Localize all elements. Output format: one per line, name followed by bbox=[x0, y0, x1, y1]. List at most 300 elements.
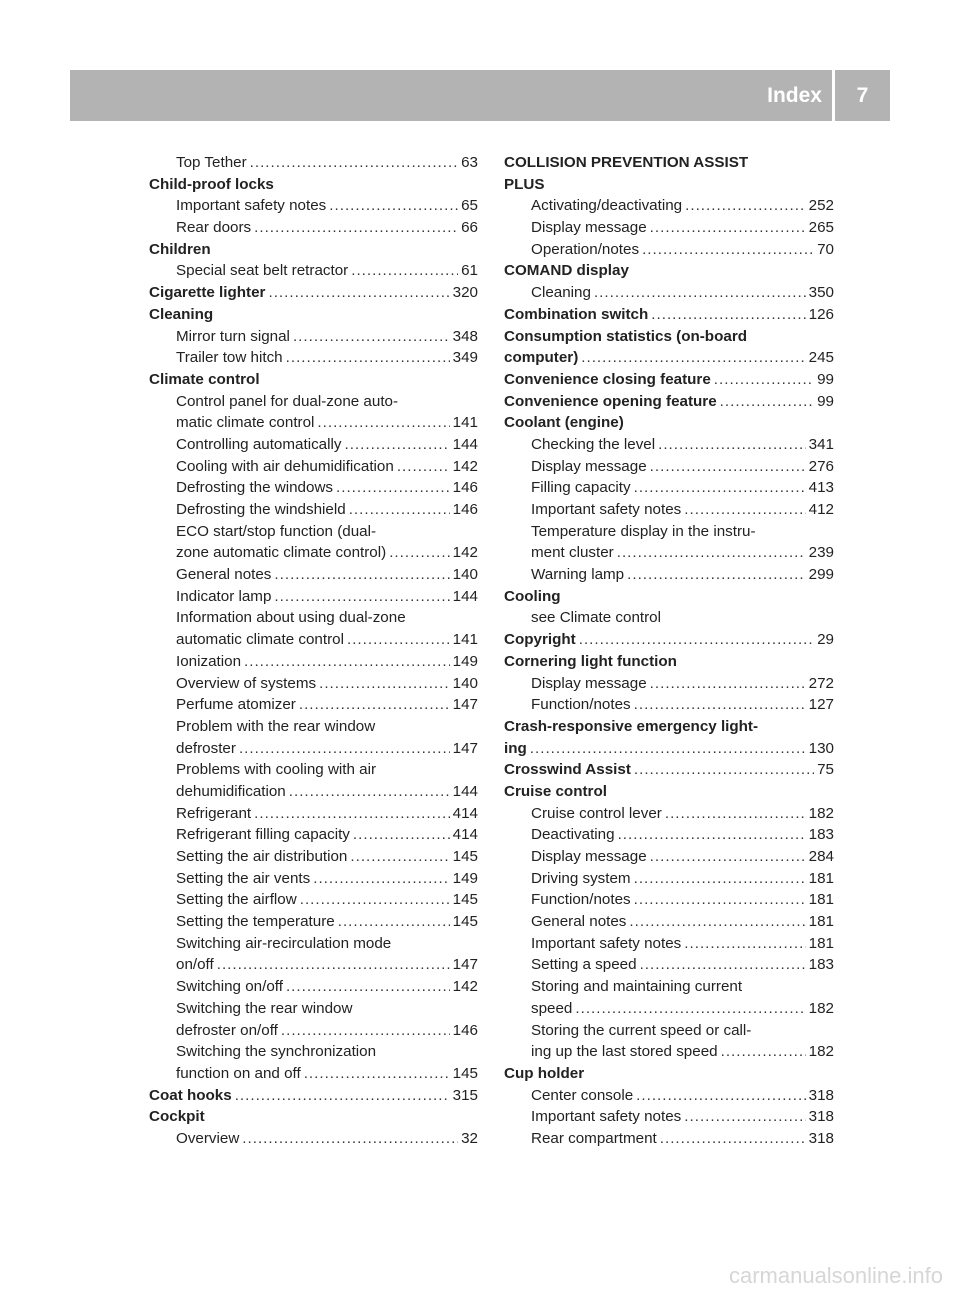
index-subentry bbox=[149, 607, 478, 629]
entry-text: zone automatic climate control) bbox=[176, 544, 387, 562]
index-subentry bbox=[504, 846, 834, 868]
page-reference[interactable]: 182 bbox=[808, 999, 834, 1017]
page-reference[interactable]: 349 bbox=[452, 349, 478, 367]
page-reference[interactable]: 142 bbox=[452, 544, 478, 562]
index-heading bbox=[149, 239, 478, 261]
entry-text: ing bbox=[504, 739, 527, 757]
page-reference[interactable]: 145 bbox=[452, 848, 478, 865]
entry-text: Important safety notes bbox=[531, 934, 682, 952]
leader-dots bbox=[721, 1041, 806, 1063]
entry-text: COMAND display bbox=[504, 262, 629, 280]
page-reference[interactable]: 32 bbox=[461, 1129, 478, 1147]
index-subentry bbox=[504, 477, 834, 499]
page-reference[interactable]: 341 bbox=[808, 435, 834, 453]
leader-dots bbox=[350, 846, 449, 868]
index-subentry bbox=[149, 391, 478, 413]
entry-text: Cruise control bbox=[504, 782, 607, 800]
page-reference[interactable]: 252 bbox=[808, 197, 834, 215]
entry-text: Display message bbox=[531, 457, 647, 475]
leader-dots bbox=[634, 694, 806, 716]
index-heading bbox=[504, 174, 834, 196]
page-reference[interactable]: 144 bbox=[452, 782, 478, 800]
entry-text: Cruise control lever bbox=[531, 804, 662, 822]
entry-text: function on and off bbox=[176, 1064, 301, 1082]
entry-text: Switching air-recirculation mode bbox=[176, 934, 392, 952]
page-reference[interactable]: 65 bbox=[461, 197, 478, 215]
page-reference[interactable]: 61 bbox=[461, 262, 478, 280]
index-subentry bbox=[504, 673, 834, 695]
leader-dots bbox=[389, 542, 449, 564]
index-subentry bbox=[504, 521, 834, 543]
index-subentry bbox=[149, 976, 478, 998]
entry-text: dehumidification bbox=[176, 782, 286, 800]
index-subentry bbox=[149, 846, 478, 868]
leader-dots bbox=[634, 477, 806, 499]
index-subentry bbox=[504, 1085, 834, 1107]
entry-text: Display message bbox=[531, 674, 647, 692]
entry-text: Coolant (engine) bbox=[504, 414, 624, 432]
index-subentry bbox=[149, 781, 478, 803]
entry-text: Child-proof locks bbox=[149, 175, 274, 193]
index-subentry bbox=[504, 607, 834, 629]
entry-text: Setting the air vents bbox=[176, 869, 311, 887]
entry-text: Storing and maintaining current bbox=[531, 978, 743, 996]
entry-text: Switching on/off bbox=[176, 978, 283, 996]
entry-text: Refrigerant bbox=[176, 804, 252, 822]
page-reference[interactable]: 149 bbox=[452, 869, 478, 887]
leader-dots bbox=[353, 824, 450, 846]
page-reference[interactable]: 265 bbox=[808, 219, 834, 237]
entry-text: see Climate control bbox=[531, 609, 661, 627]
page-reference[interactable]: 63 bbox=[461, 154, 478, 171]
index-subentry bbox=[149, 1020, 478, 1042]
page-reference[interactable]: 146 bbox=[452, 479, 478, 497]
entry-text: Cleaning bbox=[531, 284, 591, 302]
page-reference[interactable]: 182 bbox=[808, 1043, 834, 1061]
leader-dots bbox=[636, 1085, 806, 1107]
entry-text: Deactivating bbox=[531, 826, 615, 844]
leader-dots bbox=[329, 195, 458, 217]
entry-text: Controlling automatically bbox=[176, 435, 342, 453]
page-reference[interactable]: 318 bbox=[808, 1129, 834, 1147]
index-heading bbox=[504, 629, 834, 651]
index-heading bbox=[504, 781, 834, 803]
page-reference[interactable]: 147 bbox=[452, 696, 478, 714]
page-reference[interactable]: 276 bbox=[808, 457, 834, 475]
page-reference[interactable]: 127 bbox=[808, 696, 834, 714]
page-reference[interactable]: 145 bbox=[452, 1064, 478, 1082]
leader-dots bbox=[720, 391, 814, 413]
page-reference[interactable]: 142 bbox=[452, 978, 478, 996]
page-reference[interactable]: 181 bbox=[808, 891, 834, 909]
leader-dots bbox=[244, 651, 450, 673]
index-subentry bbox=[149, 824, 478, 846]
index-heading bbox=[149, 174, 478, 196]
entry-text: speed bbox=[531, 999, 573, 1017]
page-reference[interactable]: 29 bbox=[817, 631, 834, 649]
entry-text: PLUS bbox=[504, 175, 545, 193]
index-heading bbox=[504, 391, 834, 413]
leader-dots bbox=[313, 868, 449, 890]
entry-text: matic climate control bbox=[176, 414, 315, 432]
leader-dots bbox=[714, 369, 814, 391]
entry-text: Copyright bbox=[504, 631, 576, 649]
leader-dots bbox=[651, 304, 805, 326]
entry-text: Filling capacity bbox=[531, 479, 631, 497]
entry-text: Setting a speed bbox=[531, 956, 637, 974]
entry-text: Display message bbox=[531, 219, 647, 237]
page-reference[interactable]: 140 bbox=[452, 674, 478, 692]
leader-dots bbox=[274, 564, 449, 586]
entry-text: Overview of systems bbox=[176, 674, 317, 692]
entry-text: Indicator lamp bbox=[176, 587, 272, 605]
index-subentry bbox=[504, 933, 834, 955]
page-reference[interactable]: 318 bbox=[808, 1108, 834, 1126]
page-reference[interactable]: 146 bbox=[452, 1021, 478, 1039]
page-reference[interactable]: 149 bbox=[452, 652, 478, 670]
entry-text: Convenience closing feature bbox=[504, 370, 711, 388]
entry-text: Rear compartment bbox=[531, 1129, 657, 1147]
leader-dots bbox=[650, 673, 806, 695]
index-subentry bbox=[149, 629, 478, 651]
index-heading bbox=[504, 651, 834, 673]
index-subentry bbox=[504, 1020, 834, 1042]
entry-text: Cigarette lighter bbox=[149, 284, 266, 302]
section-title: Index bbox=[767, 84, 822, 107]
index-subentry bbox=[149, 759, 478, 781]
leader-dots bbox=[397, 456, 450, 478]
leader-dots bbox=[685, 195, 806, 217]
entry-text: Important safety notes bbox=[531, 501, 682, 518]
page-reference[interactable]: 99 bbox=[817, 370, 834, 388]
index-subentry bbox=[149, 651, 478, 673]
entry-text: Checking the level bbox=[531, 435, 656, 453]
entry-text: Storing the current speed or call- bbox=[531, 1021, 752, 1039]
index-heading bbox=[504, 759, 834, 781]
entry-text: Function/notes bbox=[531, 696, 631, 714]
page-reference[interactable]: 66 bbox=[461, 219, 478, 237]
page-reference[interactable]: 181 bbox=[808, 869, 834, 887]
page-reference[interactable]: 183 bbox=[808, 956, 834, 974]
leader-dots bbox=[634, 868, 806, 890]
index-heading bbox=[504, 716, 834, 738]
leader-dots bbox=[254, 217, 458, 239]
index-subentry bbox=[149, 152, 478, 174]
page-reference[interactable]: 182 bbox=[808, 804, 834, 822]
leader-dots bbox=[274, 586, 449, 608]
entry-text: Cooling with air dehumidification bbox=[176, 457, 394, 475]
leader-dots bbox=[650, 846, 806, 868]
index-subentry bbox=[504, 1106, 834, 1128]
index-subentry bbox=[149, 1041, 478, 1063]
entry-text: COLLISION PREVENTION ASSIST bbox=[504, 154, 749, 171]
index-subentry bbox=[504, 694, 834, 716]
leader-dots bbox=[579, 629, 814, 651]
leader-dots bbox=[286, 347, 450, 369]
index-heading bbox=[504, 326, 834, 348]
entry-text: Problem with the rear window bbox=[176, 717, 376, 735]
entry-text: Temperature display in the instru- bbox=[531, 522, 756, 540]
page-reference[interactable]: 141 bbox=[452, 414, 478, 432]
index-subentry bbox=[504, 239, 834, 261]
leader-dots bbox=[217, 954, 450, 976]
index-subentry bbox=[149, 673, 478, 695]
index-subentry bbox=[504, 868, 834, 890]
page-reference[interactable]: 126 bbox=[808, 305, 834, 323]
index-subentry bbox=[149, 542, 478, 564]
page-reference[interactable]: 130 bbox=[808, 739, 834, 757]
entry-text: Important safety notes bbox=[176, 197, 327, 215]
page-reference[interactable]: 181 bbox=[808, 934, 834, 952]
page-reference[interactable]: 146 bbox=[452, 501, 478, 518]
entry-text: Cockpit bbox=[149, 1108, 205, 1126]
index-subentry bbox=[149, 326, 478, 348]
index-heading bbox=[504, 586, 834, 608]
leader-dots bbox=[300, 889, 450, 911]
page-reference[interactable]: 147 bbox=[452, 956, 478, 974]
page-reference[interactable]: 145 bbox=[452, 913, 478, 931]
page-reference[interactable]: 142 bbox=[452, 457, 478, 475]
entry-text: Perfume atomizer bbox=[176, 696, 296, 714]
index-subentry bbox=[149, 477, 478, 499]
leader-dots bbox=[344, 434, 449, 456]
page-reference[interactable]: 318 bbox=[808, 1086, 834, 1104]
index-subentry bbox=[149, 1063, 478, 1085]
index-subentry bbox=[504, 1128, 834, 1150]
leader-dots bbox=[650, 456, 806, 478]
index-heading bbox=[504, 369, 834, 391]
page-reference[interactable]: 315 bbox=[452, 1086, 478, 1104]
entry-text: Setting the temperature bbox=[176, 913, 335, 931]
entry-text: on/off bbox=[176, 956, 214, 974]
entry-text: Mirror turn signal bbox=[176, 327, 290, 345]
leader-dots bbox=[351, 260, 458, 282]
entry-text: General notes bbox=[531, 913, 627, 931]
page-reference[interactable]: 145 bbox=[452, 891, 478, 909]
entry-text: Children bbox=[149, 240, 211, 258]
index-subentry bbox=[504, 564, 834, 586]
page-reference[interactable]: 75 bbox=[817, 761, 834, 779]
entry-text: Setting the airflow bbox=[176, 891, 297, 909]
leader-dots bbox=[349, 499, 450, 521]
watermark: carmanualsonline.info bbox=[728, 1263, 943, 1288]
index-heading bbox=[504, 152, 834, 174]
leader-dots bbox=[618, 824, 806, 846]
entry-text: computer) bbox=[504, 349, 579, 367]
leader-dots bbox=[640, 954, 806, 976]
index-subentry bbox=[149, 347, 478, 369]
index-subentry bbox=[149, 954, 478, 976]
entry-text: automatic climate control bbox=[176, 631, 344, 649]
index-heading bbox=[149, 369, 478, 391]
entry-text: Cornering light function bbox=[504, 652, 677, 670]
leader-dots bbox=[286, 976, 450, 998]
index-subentry bbox=[504, 803, 834, 825]
page-reference[interactable]: 140 bbox=[452, 566, 478, 584]
entry-text: defroster bbox=[176, 739, 236, 757]
leader-dots bbox=[317, 412, 449, 434]
page-reference[interactable]: 181 bbox=[808, 913, 834, 931]
page-reference[interactable]: 245 bbox=[808, 349, 834, 367]
index-subentry bbox=[504, 217, 834, 239]
index-subentry bbox=[504, 1041, 834, 1063]
entry-text: Center console bbox=[531, 1086, 634, 1104]
index-subentry bbox=[149, 260, 478, 282]
leader-dots bbox=[665, 803, 806, 825]
entry-text: Ionization bbox=[176, 652, 242, 670]
leader-dots bbox=[658, 434, 806, 456]
index-column-left bbox=[149, 152, 478, 1150]
page-reference[interactable]: 413 bbox=[808, 479, 834, 497]
entry-text: Crash-responsive emergency light- bbox=[504, 717, 759, 735]
entry-text: ing up the last stored speed bbox=[531, 1043, 718, 1061]
index-subentry bbox=[504, 824, 834, 846]
page-reference[interactable]: 299 bbox=[808, 566, 834, 584]
entry-text: Overview bbox=[176, 1129, 240, 1147]
index-subentry bbox=[504, 976, 834, 998]
index-subentry bbox=[149, 456, 478, 478]
index-subentry bbox=[504, 195, 834, 217]
index-heading bbox=[149, 282, 478, 304]
index-subentry bbox=[149, 868, 478, 890]
entry-text: ment cluster bbox=[531, 544, 614, 562]
entry-text: Defrosting the windows bbox=[176, 479, 334, 497]
page-reference[interactable]: 414 bbox=[452, 804, 478, 822]
page-reference[interactable]: 99 bbox=[817, 392, 834, 410]
page-reference[interactable]: 272 bbox=[808, 674, 834, 692]
leader-dots bbox=[684, 499, 805, 521]
entry-text: Trailer tow hitch bbox=[176, 349, 283, 367]
page-reference[interactable]: 144 bbox=[452, 435, 478, 453]
leader-dots bbox=[239, 738, 450, 760]
entry-text: Setting the air distribution bbox=[176, 848, 348, 865]
entry-text: Cleaning bbox=[149, 305, 214, 323]
leader-dots bbox=[575, 998, 805, 1020]
index-subentry bbox=[149, 195, 478, 217]
index-subentry bbox=[149, 694, 478, 716]
entry-text: Combination switch bbox=[504, 305, 649, 323]
index-subentry bbox=[149, 738, 478, 760]
index-heading bbox=[149, 304, 478, 326]
leader-dots bbox=[338, 911, 450, 933]
leader-dots bbox=[660, 1128, 806, 1150]
index-heading bbox=[504, 260, 834, 282]
index-heading bbox=[504, 347, 834, 369]
index-subentry bbox=[504, 456, 834, 478]
page-reference[interactable]: 412 bbox=[808, 501, 834, 518]
index-heading bbox=[504, 738, 834, 760]
index-subentry bbox=[149, 911, 478, 933]
page-reference[interactable]: 147 bbox=[452, 739, 478, 757]
entry-text: Operation/notes bbox=[531, 240, 640, 258]
entry-text: Special seat belt retractor bbox=[176, 262, 349, 280]
index-subentry bbox=[149, 499, 478, 521]
leader-dots bbox=[304, 1063, 450, 1085]
index-subentry bbox=[504, 542, 834, 564]
page-reference[interactable]: 183 bbox=[808, 826, 834, 844]
entry-text: Driving system bbox=[531, 869, 631, 887]
entry-text: Defrosting the windshield bbox=[176, 501, 346, 518]
entry-text: Rear doors bbox=[176, 219, 252, 237]
page-reference[interactable]: 284 bbox=[808, 848, 834, 865]
page-reference[interactable]: 414 bbox=[452, 826, 478, 844]
leader-dots bbox=[634, 889, 806, 911]
leader-dots bbox=[634, 759, 814, 781]
page-reference[interactable]: 239 bbox=[808, 544, 834, 562]
page-number: 7 bbox=[856, 84, 869, 107]
index-subentry bbox=[149, 1128, 478, 1150]
leader-dots bbox=[594, 282, 806, 304]
index-subentry bbox=[149, 998, 478, 1020]
leader-dots bbox=[250, 152, 458, 174]
index-subentry bbox=[149, 564, 478, 586]
leader-dots bbox=[581, 347, 805, 369]
page-reference[interactable]: 350 bbox=[808, 284, 834, 302]
index-subentry bbox=[149, 933, 478, 955]
leader-dots bbox=[299, 694, 450, 716]
leader-dots bbox=[684, 1106, 805, 1128]
leader-dots bbox=[289, 781, 450, 803]
page-reference[interactable]: 144 bbox=[452, 587, 478, 605]
index-heading bbox=[149, 1085, 478, 1107]
page-reference[interactable]: 141 bbox=[452, 631, 478, 649]
index-subentry bbox=[149, 889, 478, 911]
entry-text: General notes bbox=[176, 566, 272, 584]
index-subentry bbox=[149, 521, 478, 543]
entry-text: Switching the rear window bbox=[176, 999, 353, 1017]
index-subentry bbox=[149, 716, 478, 738]
entry-text: Cooling bbox=[504, 587, 561, 605]
page-reference[interactable]: 348 bbox=[452, 327, 478, 345]
entry-text: Consumption statistics (on-board bbox=[504, 327, 747, 345]
leader-dots bbox=[617, 542, 806, 564]
entry-text: Control panel for dual-zone auto- bbox=[176, 392, 399, 410]
index-subentry bbox=[149, 803, 478, 825]
entry-text: ECO start/stop function (dual- bbox=[176, 522, 377, 540]
leader-dots bbox=[242, 1128, 458, 1150]
entry-text: Function/notes bbox=[531, 891, 631, 909]
index-subentry bbox=[504, 954, 834, 976]
entry-text: Activating/deactivating bbox=[531, 197, 683, 215]
entry-text: Switching the synchronization bbox=[176, 1043, 377, 1061]
index-heading bbox=[504, 304, 834, 326]
leader-dots bbox=[319, 673, 450, 695]
index-subentry bbox=[149, 434, 478, 456]
leader-dots bbox=[684, 933, 805, 955]
index-subentry bbox=[504, 434, 834, 456]
leader-dots bbox=[627, 564, 806, 586]
entry-text: Climate control bbox=[149, 370, 260, 388]
entry-text: Display message bbox=[531, 848, 647, 865]
entry-text: Crosswind Assist bbox=[504, 761, 631, 779]
index-heading bbox=[504, 412, 834, 434]
page-reference[interactable]: 320 bbox=[452, 284, 478, 302]
entry-text: Convenience opening feature bbox=[504, 392, 717, 410]
leader-dots bbox=[268, 282, 449, 304]
leader-dots bbox=[281, 1020, 450, 1042]
entry-text: Top Tether bbox=[176, 154, 247, 171]
entry-text: defroster on/off bbox=[176, 1021, 278, 1039]
leader-dots bbox=[642, 239, 814, 261]
index-subentry bbox=[504, 998, 834, 1020]
index-heading bbox=[504, 1063, 834, 1085]
leader-dots bbox=[254, 803, 450, 825]
entry-text: Important safety notes bbox=[531, 1108, 682, 1126]
page-reference[interactable]: 70 bbox=[817, 240, 834, 258]
entry-text: Warning lamp bbox=[531, 566, 625, 584]
leader-dots bbox=[293, 326, 450, 348]
index-subentry bbox=[504, 499, 834, 521]
